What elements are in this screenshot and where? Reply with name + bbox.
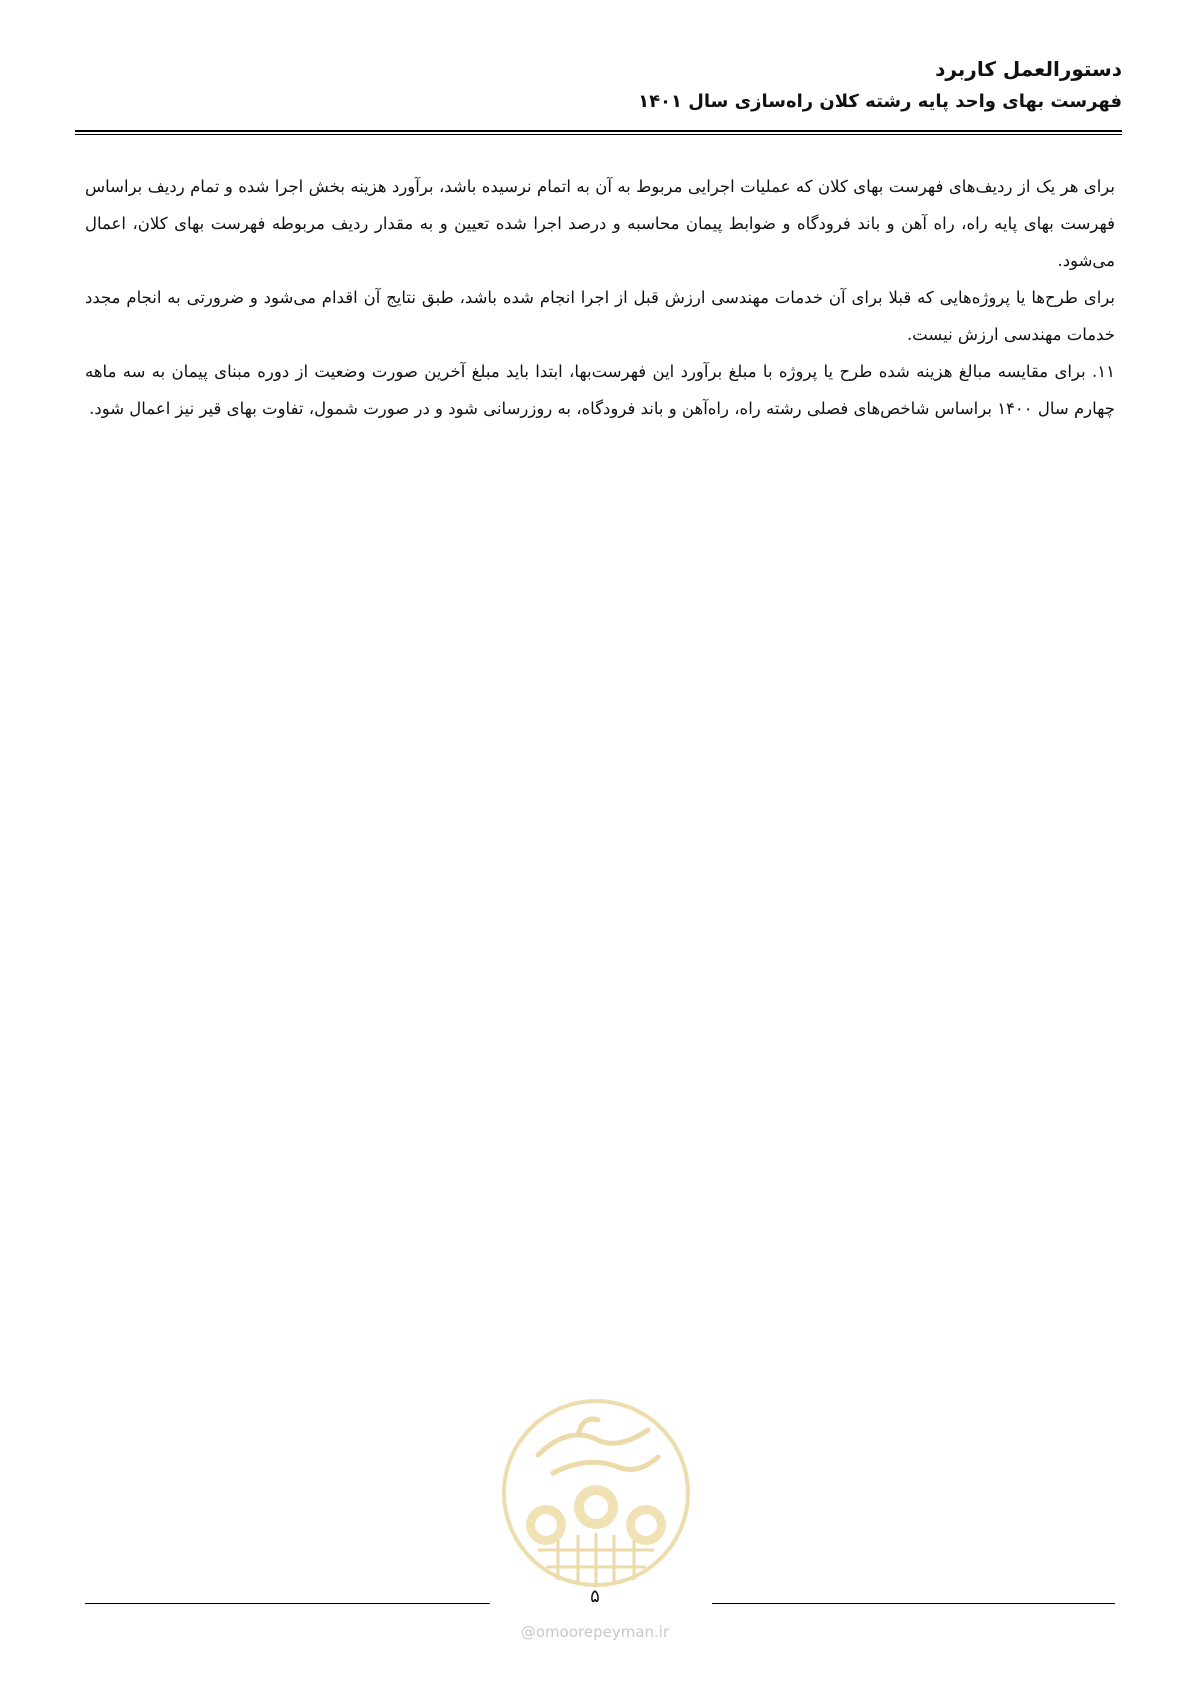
- paragraph-2: برای طرح‌ها یا پروژه‌هایی که قبلا برای آن خدمات مهندسی ارزش قبل از اجرا انجام شده باشد، طبق نتایج آن اقدام می‌شود و ضرورتی به انجام مجدد خدمات مهندسی ارزش نیست.: [85, 288, 1115, 344]
- omoor-peyman-logo-watermark: [498, 1395, 694, 1591]
- document-title: دستورالعمل کاربرد: [935, 57, 1122, 81]
- page-number: ۵: [590, 1586, 600, 1607]
- footer-rule-right: [712, 1603, 1115, 1604]
- footer-rule-left: [85, 1603, 490, 1604]
- page-header: [75, 52, 1122, 118]
- header-rule-thick: [75, 130, 1122, 132]
- header-rule-thin: [75, 134, 1122, 135]
- document-subtitle: فهرست بهای واحد پایه رشته کلان راه‌سازی سال ۱۴۰۱: [638, 91, 1122, 112]
- site-url-watermark: @omoorepeyman.ir: [520, 1623, 670, 1641]
- paragraph-3: ۱۱. برای مقایسه مبالغ هزینه شده طرح یا پروژه با مبلغ برآورد این فهرست‌بها، ابتدا باید مبلغ آخرین صورت وضعیت از دوره مبنای پیمان به سه ماهه چهارم سال ۱۴۰۰ براساس شاخص‌های فصلی رشته راه، راه‌آهن و باند فرودگاه، به روزرسانی شود و در صورت شمول، تفاوت بهای قیر نیز اعمال شود.: [85, 362, 1115, 418]
- paragraph-1: برای هر یک از ردیف‌های فهرست بهای کلان که عملیات اجرایی مربوط به آن به اتمام نرسیده باشد، برآورد هزینه بخش اجرا شده و تمام ردیف براساس فهرست بهای پایه راه، راه آهن و باند فرودگاه و ضوابط پیمان محاسبه و درصد اجرا شده تعیین و به مقدار ردیف مربوطه فهرست بهای کلان، اعمال می‌شود.: [85, 177, 1115, 270]
- body-text: [85, 168, 1115, 427]
